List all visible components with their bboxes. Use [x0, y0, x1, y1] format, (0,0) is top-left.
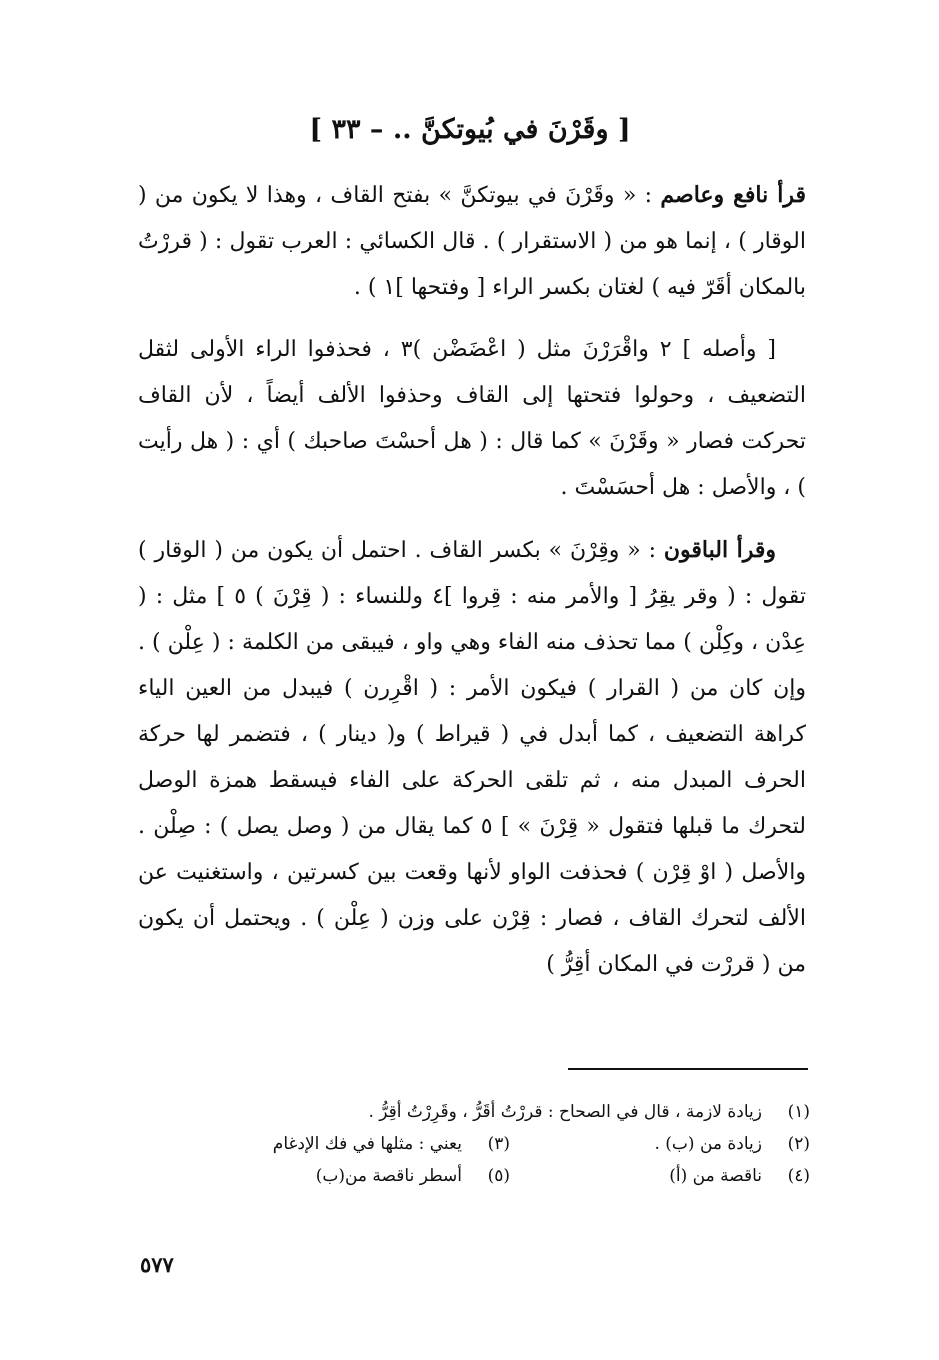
- footnote-text: ناقصة من (أ): [669, 1166, 762, 1186]
- paragraph-3: [138, 527, 806, 988]
- paragraph-3-lead: وقرأ الباقون: [663, 537, 777, 563]
- footnote-number: (٣): [487, 1134, 510, 1154]
- paragraph-2-text: [ وأصله ] ٢ واقْرَرْنَ مثل ( اعْضَضْن )٣ ، فحذفوا الراء الأولى لثقل التضعيف ، وحولوا فتحتها إلى القاف وحذفوا الألف أيضاً ، لأن القاف تحركت فصار « وقَرْنَ » كما قال : ( هل أحسْتَ صاحبك ) أي : ( هل رأيت ) ، والأصل : هل أحسَسْتَ .: [138, 337, 806, 500]
- footnote-number: (٤): [787, 1166, 810, 1186]
- paragraph-3-text: : « وقِرْنَ » بكسر القاف . احتمل أن يكون من ( الوقار ) تقول : ( وقر يقِرُ [ والأمر منه : قِروا ]٤ وللنساء : ( قِرْنَ ) ٥ ] مثل : ( عِدْن ، وكِلْن ) مما تحذف منه الفاء وهي واو ، فيبقى من الكلمة : ( عِلْن ) . وإن كان من ( القرار ) فيكون الأمر : ( اقْرِرن ) فيبدل من العين الياء كراهة التضعيف ، كما أبدل في ( قيراط ) و( دينار ) ، فتضمر لها حركة الحرف المبدل منه ، ثم تلقى الحركة على الفاء فيسقط همزة الوصل لتحرك ما قبلها فتقول « قِرْنَ » ] ٥ كما يقال من ( وصل يصل ) : صِلْن . والأصل ( اوْ قِرْن ) فحذفت الواو لأنها وقعت بين كسرتين ، واستغنيت عن الألف لتحرك القاف ، فصار : قِرْن على وزن ( عِلْن ) . ويحتمل أن يكون من ( قررْت في المكان أقِرُّ ): [138, 538, 806, 977]
- footnote-cell: [510, 1128, 810, 1160]
- footnote-text: أسطر ناقصة من(ب): [315, 1166, 462, 1186]
- footnote-text: زيادة من (ب) .: [654, 1134, 762, 1154]
- verse-heading: [ وقَرْنَ في بُيوتكنَّ .. – ٣٣ ]: [309, 114, 631, 145]
- footnote-text: يعني : مثلها في فك الإدغام: [272, 1134, 462, 1154]
- footnote-cell: [510, 1160, 810, 1192]
- footnote-text: زيادة لازمة ، قال في الصحاح : قررْتُ أقَرُّ ، وقَرِرْتُ أقِرُّ .: [368, 1102, 762, 1122]
- footnote-row-3: [190, 1160, 810, 1192]
- footnote-row-1: [190, 1096, 810, 1128]
- footnote-separator: [568, 1068, 808, 1070]
- paragraph-1: [138, 172, 806, 311]
- main-text: [138, 172, 806, 1004]
- page-number: ٥٧٧: [140, 1252, 174, 1277]
- footnote-cell: [316, 1160, 510, 1192]
- footnote-row-2: [190, 1128, 810, 1160]
- footnote-cell: [273, 1128, 510, 1160]
- paragraph-1-text: : « وقَرْنَ في بيوتكنَّ » بفتح القاف ، وهذا لا يكون من ( الوقار ) ، إنما هو من ( الاستقرار ) . قال الكسائي : العرب تقول : ( قررْتُ بالمكان أقَرّ فيه ) لغتان بكسر الراء [ وفتحها ]١ ) .: [138, 183, 806, 300]
- footnotes: [190, 1096, 810, 1192]
- paragraph-2: [138, 327, 806, 511]
- footnote-number: (٢): [787, 1134, 810, 1154]
- paragraph-1-lead: قرأ نافع وعاصم: [660, 182, 806, 208]
- footnote-number: (٥): [487, 1166, 510, 1186]
- footnote-number: (١): [787, 1102, 810, 1122]
